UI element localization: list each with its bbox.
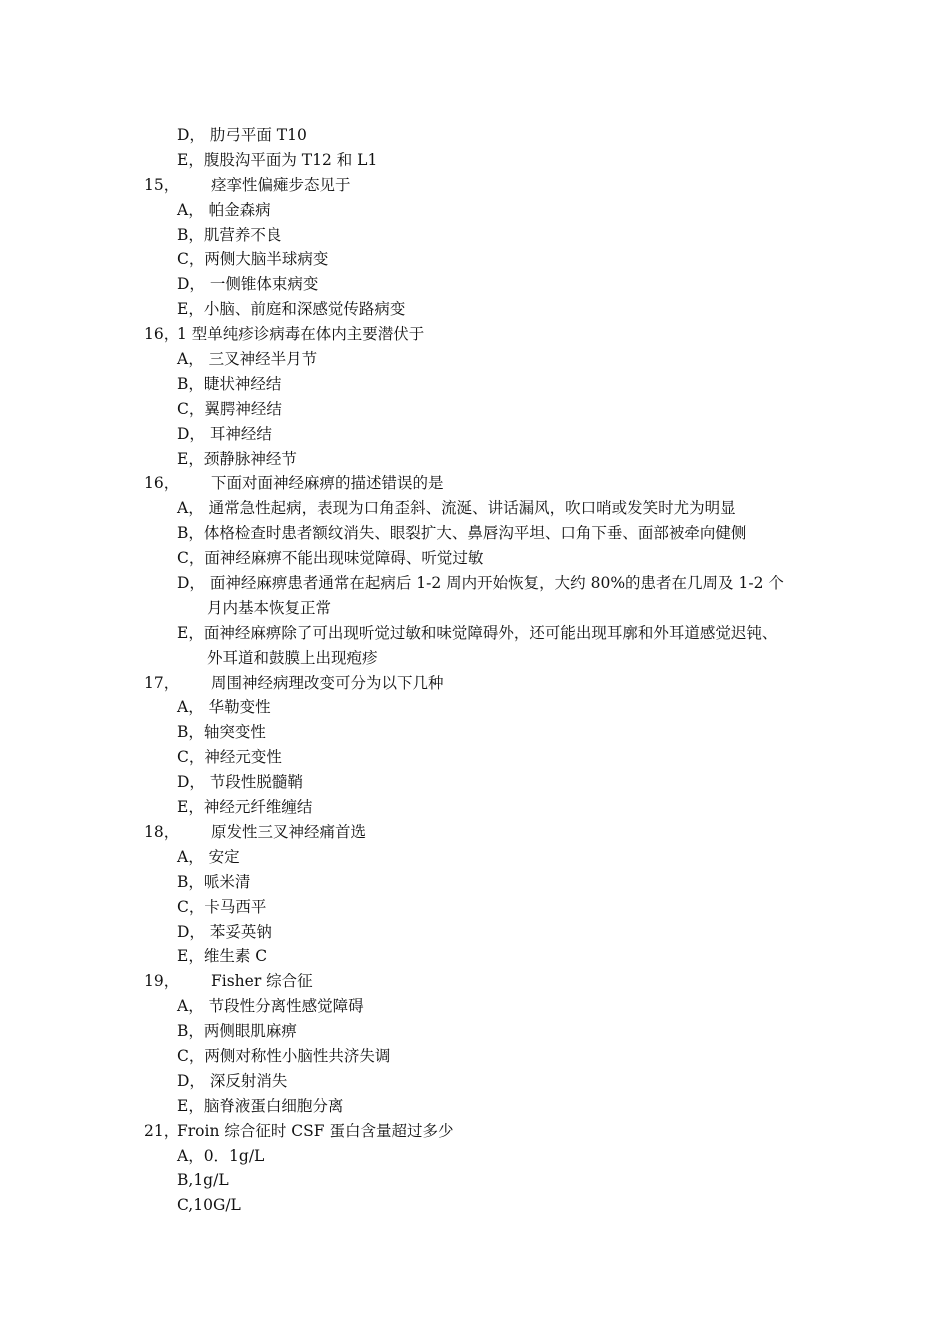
question-line	[0, 173, 950, 198]
question-number: 19，	[144, 972, 180, 991]
option-line	[0, 695, 950, 720]
option-continuation	[0, 646, 950, 671]
question-line	[0, 1119, 950, 1144]
option-line	[0, 944, 950, 969]
option-line	[0, 521, 950, 546]
option-line	[0, 198, 950, 223]
option-line	[0, 745, 950, 770]
option-text: D， 耳神经结	[177, 424, 272, 443]
option-text: E，颈静脉神经节	[177, 449, 297, 468]
option-line	[0, 920, 950, 945]
option-text: A，0．1g/L	[177, 1146, 265, 1165]
option-line	[0, 770, 950, 795]
option-line	[0, 571, 950, 596]
option-line	[0, 422, 950, 447]
option-line	[0, 247, 950, 272]
document-page	[0, 123, 950, 1218]
option-text: B，睫状神经结	[177, 374, 282, 393]
option-text: E，小脑、前庭和深感觉传路病变	[177, 300, 406, 319]
option-line	[0, 123, 950, 148]
option-text: C,10G/L	[177, 1196, 241, 1215]
question-line	[0, 322, 950, 347]
question-number: 21，	[144, 1121, 180, 1140]
option-text: A， 帕金森病	[177, 200, 271, 219]
option-text: B，哌米清	[177, 872, 251, 891]
option-line	[0, 397, 950, 422]
option-line	[0, 720, 950, 745]
question-number: 17，	[144, 673, 180, 692]
option-text: C，两侧对称性小脑性共济失调	[177, 1046, 391, 1065]
option-text: A， 通常急性起病，表现为口角歪斜、流涎、讲话漏风，吹口哨或发笑时尤为明显	[177, 499, 736, 518]
question-number: 15，	[144, 175, 180, 194]
option-text: C，面神经麻痹不能出现味觉障碍、听觉过敏	[177, 549, 484, 568]
option-line	[0, 372, 950, 397]
question-number: 16，	[144, 474, 180, 493]
option-text: E，神经元纤维缠结	[177, 798, 313, 817]
option-text: B，轴突变性	[177, 723, 266, 742]
option-text: D， 肋弓平面 T10	[177, 126, 307, 144]
option-text: A， 华勒变性	[177, 698, 271, 717]
option-line	[0, 347, 950, 372]
option-text: C，翼腭神经结	[177, 399, 282, 418]
question-text: 痉挛性偏瘫步态见于	[211, 175, 351, 194]
option-line	[0, 1044, 950, 1069]
question-number: 16，	[144, 325, 180, 344]
option-line	[0, 1094, 950, 1119]
option-text: D， 深反射消失	[177, 1071, 288, 1090]
option-text: A， 节段性分离性感觉障碍	[177, 997, 364, 1016]
option-text: E，脑脊液蛋白细胞分离	[177, 1096, 344, 1115]
question-text: 原发性三叉神经痛首选	[211, 822, 367, 841]
question-text: Froin 综合征时 CSF 蛋白含量超过多少	[177, 1121, 454, 1140]
question-text: 1 型单纯疹诊病毒在体内主要潜伏于	[177, 325, 425, 344]
option-line	[0, 496, 950, 521]
option-text: E，腹股沟平面为 T12 和 L1	[177, 150, 378, 169]
question-line	[0, 671, 950, 696]
question-line	[0, 969, 950, 994]
option-text: B，两侧眼肌麻痹	[177, 1022, 297, 1041]
question-number: 18，	[144, 822, 180, 841]
option-line	[0, 795, 950, 820]
question-line	[0, 820, 950, 845]
option-line	[0, 994, 950, 1019]
option-text: B,1g/L	[177, 1171, 229, 1190]
option-line	[0, 297, 950, 322]
option-line	[0, 895, 950, 920]
option-line	[0, 447, 950, 472]
question-line	[0, 471, 950, 496]
option-text: E，面神经麻痹除了可出现听觉过敏和味觉障碍外，还可能出现耳廓和外耳道感觉迟钝、	[177, 623, 778, 642]
option-line	[0, 272, 950, 297]
option-text: 外耳道和鼓膜上出现疱疹	[207, 648, 378, 667]
option-text: D， 苯妥英钠	[177, 922, 272, 941]
option-text: 月内基本恢复正常	[207, 598, 332, 617]
option-line	[0, 1168, 950, 1193]
option-line	[0, 621, 950, 646]
option-text: D， 一侧锥体束病变	[177, 275, 319, 294]
option-line	[0, 1144, 950, 1169]
option-text: B，肌营养不良	[177, 225, 282, 244]
option-text: C，卡马西平	[177, 897, 267, 916]
question-text: 下面对面神经麻痹的描述错误的是	[211, 474, 444, 493]
question-text: Fisher 综合征	[211, 972, 313, 991]
option-line	[0, 1019, 950, 1044]
option-text: A， 三叉神经半月节	[177, 350, 318, 369]
option-line	[0, 148, 950, 173]
option-line	[0, 223, 950, 248]
option-text: B，体格检查时患者额纹消失、眼裂扩大、鼻唇沟平坦、口角下垂、面部被牵向健侧	[177, 524, 747, 543]
option-line	[0, 1069, 950, 1094]
option-continuation	[0, 596, 950, 621]
option-line	[0, 1193, 950, 1218]
option-text: D， 面神经麻痹患者通常在起病后 1-2 周内开始恢复，大约 80%的患者在几周及 1-2 个	[177, 574, 784, 593]
option-line	[0, 870, 950, 895]
option-text: C，神经元变性	[177, 748, 282, 767]
option-text: A， 安定	[177, 847, 240, 866]
option-line	[0, 845, 950, 870]
option-text: D， 节段性脱髓鞘	[177, 773, 303, 792]
option-text: C，两侧大脑半球病变	[177, 250, 329, 269]
question-text: 周围神经病理改变可分为以下几种	[211, 673, 444, 692]
option-line	[0, 546, 950, 571]
option-text: E，维生素 C	[177, 947, 268, 966]
